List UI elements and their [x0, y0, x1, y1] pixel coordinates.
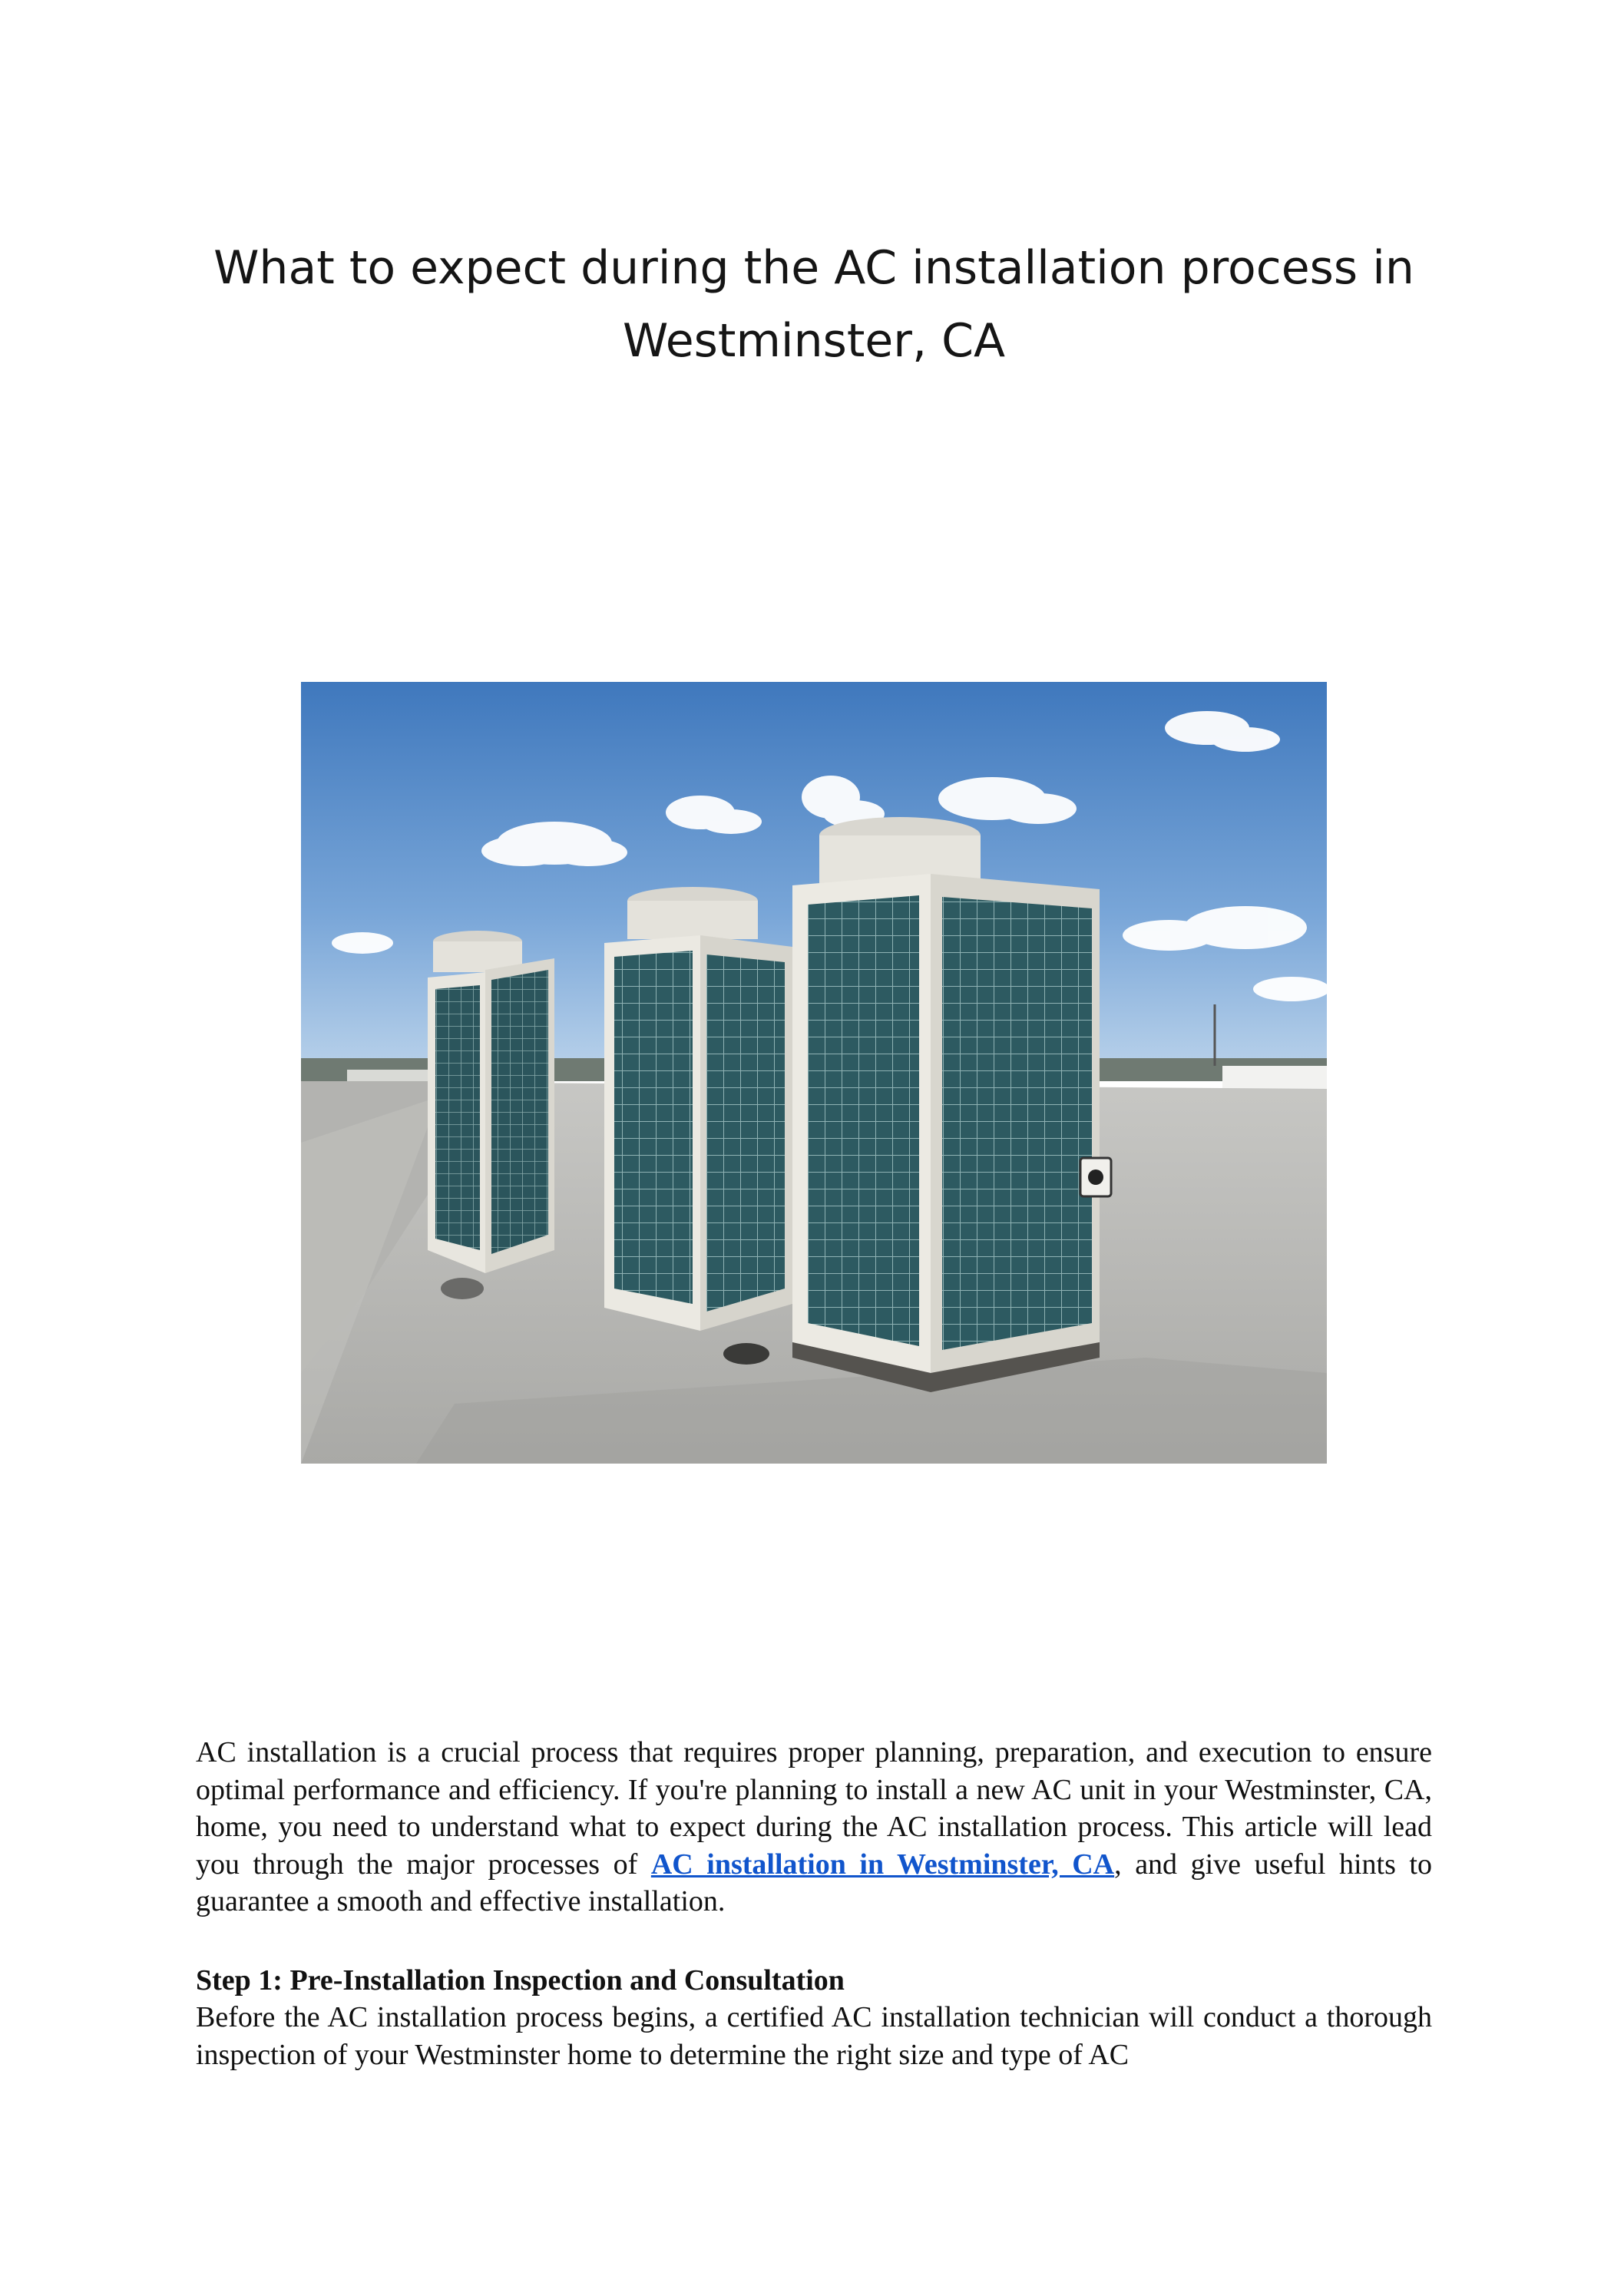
hvac-units-illustration	[301, 682, 1327, 1464]
intro-text-after: , and give useful hints to guarantee a smooth and effective installation.	[196, 1848, 1432, 1917]
step1-paragraph: Before the AC installation process begins, a certified AC installation technician will conduct a thorough inspection of your Westminster home to determine the right size and type of AC	[196, 2001, 1432, 2071]
hvac-units-photo	[301, 682, 1327, 1464]
intro-text-before: AC installation is a crucial process that requires proper planning, preparation, and execution to ensure optimal performance and efficiency. If you're planning to install a new AC unit in your Westminster, CA, home, you need to understand what to expect during the AC installation process. This article will lead you through the major processes of	[196, 1736, 1432, 1881]
page-title: What to expect during the AC installation process in Westminster, CA	[213, 241, 1414, 368]
hvac-unit-front	[792, 817, 1111, 1392]
hvac-unit-middle	[604, 887, 792, 1331]
intro-paragraph	[196, 1734, 1432, 1921]
ac-installation-link[interactable]: AC installation in Westminster, CA	[650, 1848, 1115, 1881]
hvac-unit-back	[428, 931, 554, 1273]
step1-heading: Step 1: Pre-Installation Inspection and Consultation	[196, 1964, 845, 1997]
